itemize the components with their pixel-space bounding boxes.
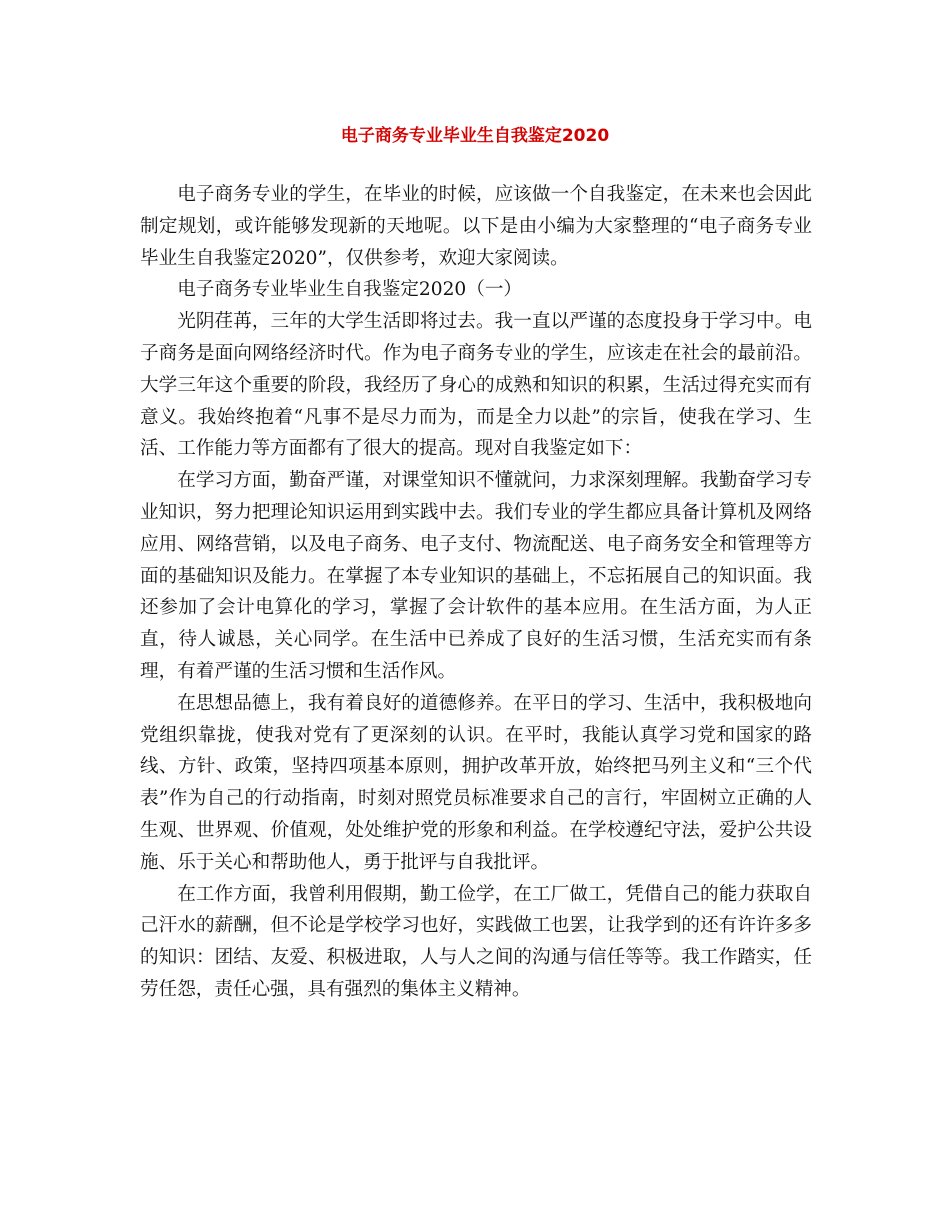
body-paragraph: 光阴荏苒，三年的大学生活即将过去。我一直以严谨的态度投身于学习中。电子商务是面向网络经济时代。作为电子商务专业的学生，应该走在社会的最前沿。大学三年这个重要的阶段，我经历了身心的成熟和知识的积累，生活过得充实而有意义。我始终抱着“凡事不是尽力而为，而是全力以赴”的宗旨，使我在学习、生活、工作能力等方面都有了很大的提高。现对自我鉴定如下： <box>140 311 812 460</box>
document-body <box>140 179 812 1006</box>
body-paragraph: 在工作方面，我曾利用假期，勤工俭学，在工厂做工，凭借自己的能力获取自己汗水的薪酬，但不论是学校学习也好，实践做工也罢，让我学到的还有许许多多的知识：团结、友爱、积极进取，人与人之间的沟通与信任等等。我工作踏实，任劳任怨，责任心强，具有强烈的集体主义精神。 <box>140 883 812 1000</box>
document-title: 电子商务专业毕业生自我鉴定2020 <box>340 126 610 146</box>
intro-paragraph: 电子商务专业的学生，在毕业的时候，应该做一个自我鉴定，在未来也会因此制定规划，或许能够发现新的天地呢。以下是由小编为大家整理的“电子商务专业毕业生自我鉴定2020”，仅供参考，欢迎大家阅读。 <box>140 184 812 269</box>
section-heading: 电子商务专业毕业生自我鉴定2020（一） <box>177 279 523 301</box>
body-paragraph: 在学习方面，勤奋严谨，对课堂知识不懂就问，力求深刻理解。我勤奋学习专业知识，努力把理论知识运用到实践中去。我们专业的学生都应具备计算机及网络应用、网络营销，以及电子商务、电子支付、物流配送、电子商务安全和管理等方面的基础知识及能力。在掌握了本专业知识的基础上，不忘拓展自己的知识面。我还参加了会计电算化的学习，掌握了会计软件的基本应用。在生活方面，为人正直，待人诚恳，关心同学。在生活中已养成了良好的生活习惯，生活充实而有条理，有着严谨的生活习惯和生活作风。 <box>140 470 812 682</box>
body-paragraph: 在思想品德上，我有着良好的道德修养。在平日的学习、生活中，我积极地向党组织靠拢，使我对党有了更深刻的认识。在平时，我能认真学习党和国家的路线、方针、政策，坚持四项基本原则，拥护改革开放，始终把马列主义和“三个代表”作为自己的行动指南，时刻对照党员标准要求自己的言行，牢固树立正确的人生观、世界观、价值观，处处维护党的形象和利益。在学校遵纪守法，爱护公共设施、乐于关心和帮助他人，勇于批评与自我批评。 <box>140 692 812 873</box>
